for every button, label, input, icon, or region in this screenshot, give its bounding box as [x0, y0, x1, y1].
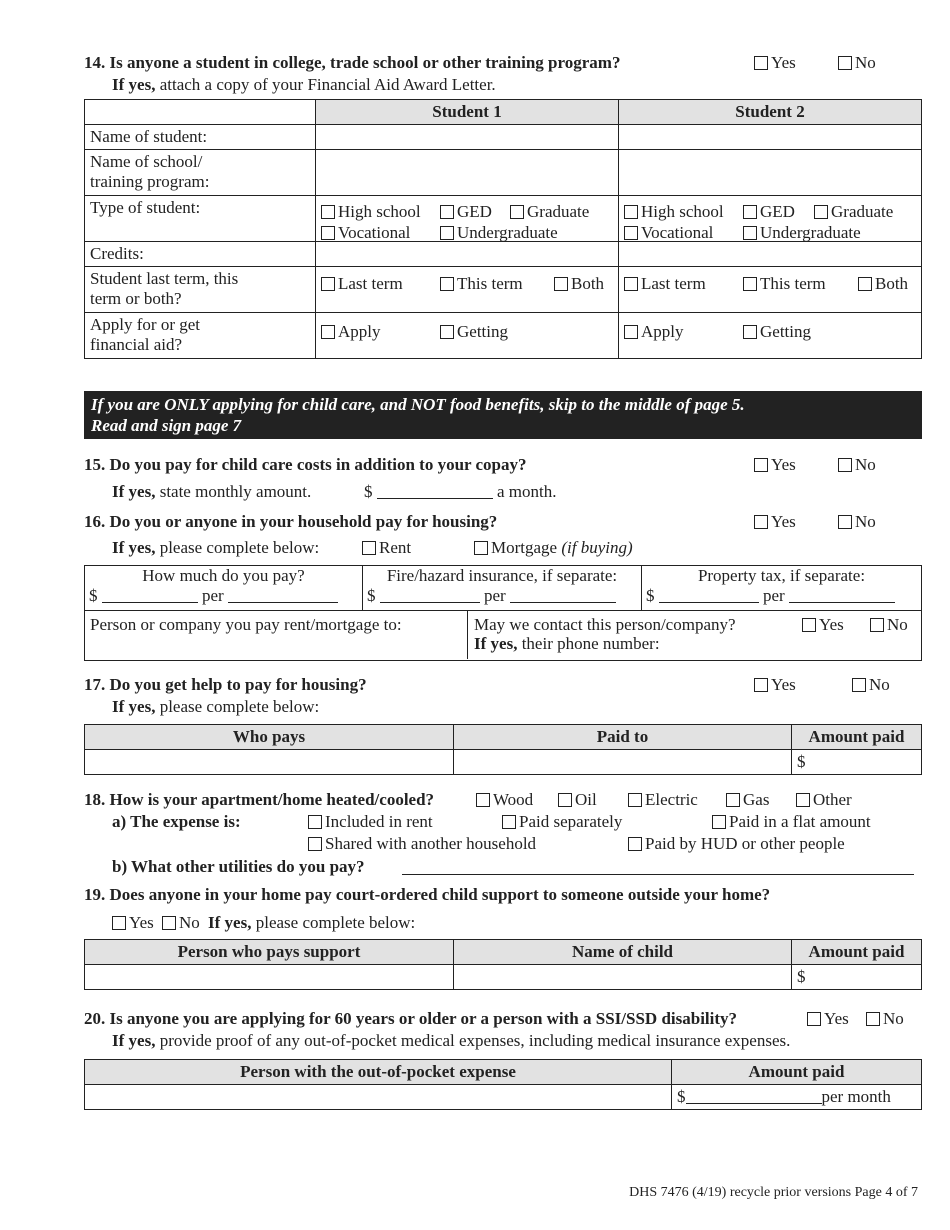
- q17-if-yes: If yes, please complete below:: [112, 697, 320, 716]
- q18a-included-option[interactable]: Included in rent: [308, 812, 433, 832]
- s1-lastterm-option[interactable]: Last term: [321, 274, 403, 294]
- q14-row-name-label: Name of student:: [85, 125, 316, 150]
- checkbox-icon[interactable]: [712, 815, 726, 829]
- q20-header-amount: Amount paid: [672, 1060, 922, 1085]
- checkbox-icon[interactable]: [814, 205, 828, 219]
- q14-student2-name-cell[interactable]: [619, 125, 922, 150]
- q20-yes-option[interactable]: Yes: [807, 1009, 849, 1029]
- checkbox-icon[interactable]: [743, 325, 757, 339]
- q18-electric-option[interactable]: Electric: [628, 790, 698, 810]
- checkbox-icon[interactable]: [321, 205, 335, 219]
- checkbox-icon[interactable]: [308, 815, 322, 829]
- s1-graduate-option[interactable]: Graduate: [510, 202, 589, 222]
- q15-amount-field[interactable]: $ a month.: [364, 482, 557, 501]
- checkbox-icon[interactable]: [796, 793, 810, 807]
- checkbox-icon[interactable]: [558, 793, 572, 807]
- q14-header-student2: Student 2: [619, 100, 922, 125]
- q16-pay-cell[interactable]: How much do you pay? $ per: [85, 566, 363, 611]
- checkbox-icon[interactable]: [624, 325, 638, 339]
- s2-highschool-option[interactable]: High school: [624, 202, 724, 222]
- q19-yes-option[interactable]: Yes: [112, 913, 154, 932]
- checkbox-icon[interactable]: [628, 837, 642, 851]
- q17-who-pays-cell[interactable]: [85, 750, 454, 775]
- s2-vocational-option[interactable]: Vocational: [624, 223, 713, 243]
- q16-contact-cell: May we contact this person/company? If yes, their phone number: Yes No: [474, 615, 908, 653]
- checkbox-icon[interactable]: [321, 277, 335, 291]
- banner-line1: If you are ONLY applying for child care, and NOT food benefits, skip to the middle of page 5.: [91, 395, 745, 414]
- q16-if-yes: If yes, please complete below:: [112, 538, 320, 557]
- checkbox-icon[interactable]: [870, 618, 884, 632]
- q17-header-who-pays: Who pays: [85, 725, 454, 750]
- q14-yes-checkbox[interactable]: [754, 56, 768, 70]
- q17-header-paid-to: Paid to: [454, 725, 792, 750]
- q14-row-aid-label: Apply for or get financial aid?: [85, 313, 316, 359]
- checkbox-icon[interactable]: [362, 541, 376, 555]
- checkbox-icon[interactable]: [743, 277, 757, 291]
- s2-both-option[interactable]: Both: [858, 274, 908, 294]
- q16-question: 16. Do you or anyone in your household pay for housing?: [84, 512, 498, 531]
- s1-getting-option[interactable]: Getting: [440, 322, 508, 342]
- q19-answer-row: Yes No If yes, please complete below:: [112, 913, 415, 933]
- q14-corner-header: [85, 100, 316, 125]
- q15-no-option[interactable]: No: [838, 455, 876, 475]
- s1-both-option[interactable]: Both: [554, 274, 604, 294]
- q16-contact-yes-option[interactable]: Yes: [802, 615, 844, 634]
- checkbox-icon[interactable]: [628, 793, 642, 807]
- checkbox-icon[interactable]: [624, 205, 638, 219]
- checkbox-icon[interactable]: [440, 205, 454, 219]
- q20-amount-cell[interactable]: $ per month: [672, 1085, 922, 1110]
- q18-oil-option[interactable]: Oil: [558, 790, 597, 810]
- checkbox-icon[interactable]: [624, 277, 638, 291]
- checkbox-icon[interactable]: [743, 205, 757, 219]
- checkbox-icon[interactable]: [802, 618, 816, 632]
- q19-support-table: [84, 939, 922, 990]
- checkbox-icon[interactable]: [308, 837, 322, 851]
- q18a-separate-option[interactable]: Paid separately: [502, 812, 622, 832]
- s2-undergraduate-option[interactable]: Undergraduate: [743, 223, 861, 243]
- q16-insurance-cell[interactable]: Fire/hazard insurance, if separate: $ per: [363, 566, 642, 611]
- q18-wood-option[interactable]: Wood: [476, 790, 533, 810]
- q17-question: 17. Do you get help to pay for housing?: [84, 675, 367, 694]
- q14-header-student1: Student 1: [316, 100, 619, 125]
- checkbox-icon[interactable]: [852, 678, 866, 692]
- q17-header-amount: Amount paid: [792, 725, 922, 750]
- q16-contact-no-option[interactable]: No: [870, 615, 908, 634]
- checkbox-icon[interactable]: [510, 205, 524, 219]
- banner-line2: Read and sign page 7: [91, 416, 242, 435]
- checkbox-icon[interactable]: [807, 1012, 821, 1026]
- q16-mortgage-option[interactable]: Mortgage (if buying): [474, 538, 633, 558]
- q17-amount-cell[interactable]: $: [792, 750, 922, 775]
- checkbox-icon[interactable]: [754, 458, 768, 472]
- q20-if-yes: If yes, provide proof of any out-of-pocket medical expenses, including medical insurance expenses.: [112, 1031, 791, 1050]
- q18a-hud-option[interactable]: Paid by HUD or other people: [628, 834, 845, 854]
- q18-question: 18. How is your apartment/home heated/cooled?: [84, 790, 435, 809]
- q17-yes-option[interactable]: Yes: [754, 675, 796, 695]
- q19-header-child: Name of child: [454, 940, 792, 965]
- q19-header-person: Person who pays support: [85, 940, 454, 965]
- s1-vocational-option[interactable]: Vocational: [321, 223, 410, 243]
- q18-other-option[interactable]: Other: [796, 790, 852, 810]
- s1-highschool-option[interactable]: High school: [321, 202, 421, 222]
- q18-gas-option[interactable]: Gas: [726, 790, 769, 810]
- s2-apply-option[interactable]: Apply: [624, 322, 684, 342]
- q18a-flat-option[interactable]: Paid in a flat amount: [712, 812, 871, 832]
- q14-row-school-label: Name of school/ training program:: [85, 150, 316, 196]
- s1-ged-option[interactable]: GED: [440, 202, 492, 222]
- checkbox-icon[interactable]: [502, 815, 516, 829]
- q14-row-term-label: Student last term, this term or both?: [85, 267, 316, 313]
- q15-yes-option[interactable]: Yes: [754, 455, 796, 475]
- q15-question: 15. Do you pay for child care costs in addition to your copay?: [84, 455, 527, 474]
- q18b-utilities-line[interactable]: [402, 860, 914, 875]
- checkbox-icon[interactable]: [321, 226, 335, 240]
- checkbox-icon[interactable]: [440, 325, 454, 339]
- checkbox-icon[interactable]: [838, 515, 852, 529]
- q20-no-option[interactable]: No: [866, 1009, 904, 1029]
- q14-student1-name-cell[interactable]: [316, 125, 619, 150]
- q14-no-option[interactable]: No: [838, 53, 876, 73]
- checkbox-icon[interactable]: [743, 226, 757, 240]
- s2-lastterm-option[interactable]: Last term: [624, 274, 706, 294]
- q14-if-yes: If yes, attach a copy of your Financial Aid Award Letter.: [112, 75, 496, 94]
- q18a-shared-option[interactable]: Shared with another household: [308, 834, 536, 854]
- q19-child-cell[interactable]: [454, 965, 792, 990]
- q19-question: 19. Does anyone in your home pay court-ordered child support to someone outside your home?: [84, 885, 771, 904]
- checkbox-icon[interactable]: [754, 515, 768, 529]
- amount-line[interactable]: [377, 484, 493, 499]
- checkbox-icon[interactable]: [440, 277, 454, 291]
- checkbox-icon[interactable]: [858, 277, 872, 291]
- s2-ged-option[interactable]: GED: [743, 202, 795, 222]
- q19-person-cell[interactable]: [85, 965, 454, 990]
- q18b-label: b) What other utilities do you pay?: [112, 857, 365, 876]
- checkbox-icon[interactable]: [112, 916, 126, 930]
- q14-student2-school-cell[interactable]: [619, 150, 922, 196]
- q19-amount-cell[interactable]: $: [792, 965, 922, 990]
- s2-thisterm-option[interactable]: This term: [743, 274, 826, 294]
- q20-header-person: Person with the out-of-pocket expense: [85, 1060, 672, 1085]
- s1-thisterm-option[interactable]: This term: [440, 274, 523, 294]
- q20-person-cell[interactable]: [85, 1085, 672, 1110]
- checkbox-icon[interactable]: [624, 226, 638, 240]
- q16-yes-option[interactable]: Yes: [754, 512, 796, 532]
- q20-expense-table: [84, 1059, 922, 1110]
- checkbox-icon[interactable]: [474, 541, 488, 555]
- q16-tax-cell[interactable]: Property tax, if separate: $ per: [642, 566, 921, 611]
- q15-if-yes: If yes, state monthly amount.: [112, 482, 312, 501]
- q18a-label: a) The expense is:: [112, 812, 241, 831]
- checkbox-icon[interactable]: [476, 793, 490, 807]
- checkbox-icon[interactable]: [321, 325, 335, 339]
- s2-getting-option[interactable]: Getting: [743, 322, 811, 342]
- q14-no-checkbox[interactable]: [838, 56, 852, 70]
- checkbox-icon[interactable]: [554, 277, 568, 291]
- q14-student1-school-cell[interactable]: [316, 150, 619, 196]
- q17-paid-to-cell[interactable]: [454, 750, 792, 775]
- checkbox-icon[interactable]: [726, 793, 740, 807]
- q17-help-table: [84, 724, 922, 775]
- q16-housing-box: [84, 565, 922, 661]
- s2-graduate-option[interactable]: Graduate: [814, 202, 893, 222]
- q14-row-credits-label: Credits:: [85, 242, 316, 267]
- q14-question: 14. Is anyone a student in college, trade school or other training program?: [84, 53, 621, 72]
- q18-row: [84, 790, 434, 810]
- checkbox-icon[interactable]: [754, 678, 768, 692]
- q14-student1-credits-cell[interactable]: [316, 242, 619, 267]
- q16-landlord-cell[interactable]: Person or company you pay rent/mortgage to:: [85, 611, 468, 659]
- q16-no-option[interactable]: No: [838, 512, 876, 532]
- q17-no-option[interactable]: No: [852, 675, 890, 695]
- q16-rent-option[interactable]: Rent: [362, 538, 411, 558]
- q14-row-type-label: Type of student:: [85, 196, 316, 242]
- q14-yes-option[interactable]: Yes: [754, 53, 796, 73]
- page-footer: DHS 7476 (4/19) recycle prior versions Page 4 of 7: [629, 1185, 918, 1200]
- checkbox-icon[interactable]: [162, 916, 176, 930]
- q19-header-amount: Amount paid: [792, 940, 922, 965]
- q19-no-option[interactable]: No: [162, 913, 200, 932]
- checkbox-icon[interactable]: [838, 458, 852, 472]
- skip-instruction-banner: [84, 391, 922, 439]
- q20-question: 20. Is anyone you are applying for 60 years or older or a person with a SSI/SSD disability?: [84, 1009, 738, 1028]
- s1-undergraduate-option[interactable]: Undergraduate: [440, 223, 558, 243]
- checkbox-icon[interactable]: [440, 226, 454, 240]
- checkbox-icon[interactable]: [866, 1012, 880, 1026]
- s1-apply-option[interactable]: Apply: [321, 322, 381, 342]
- q14-student2-credits-cell[interactable]: [619, 242, 922, 267]
